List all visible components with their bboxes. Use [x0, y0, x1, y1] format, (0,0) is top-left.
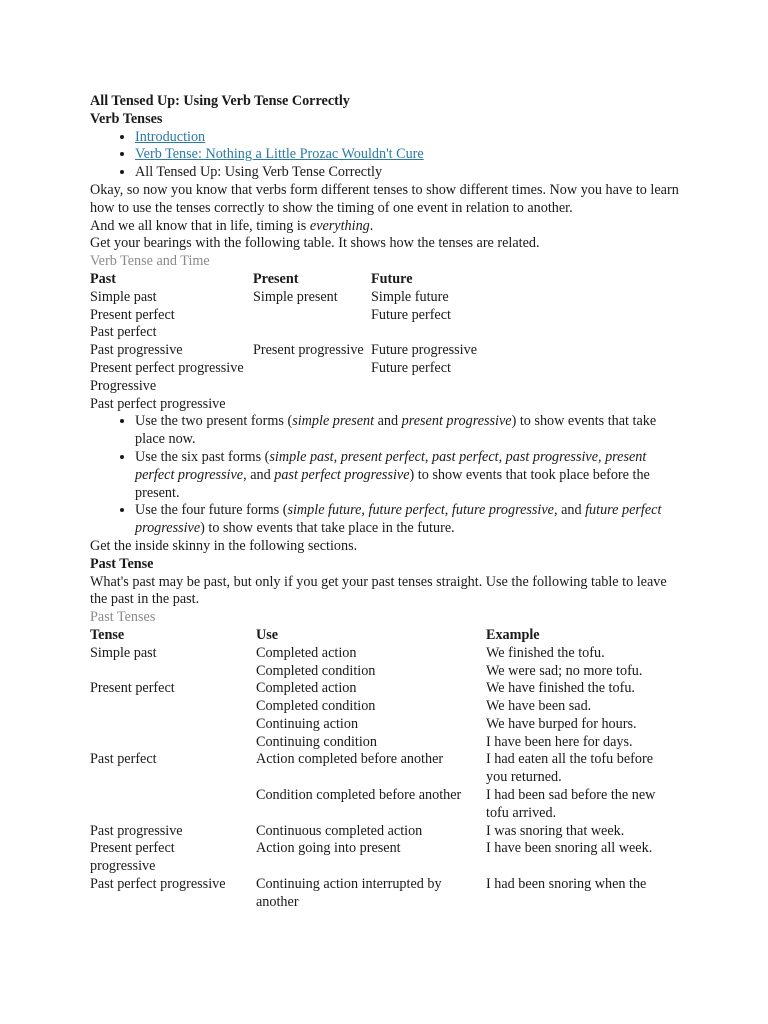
table-cell: Condition completed before another: [256, 787, 462, 804]
nav-link-verb-tense[interactable]: Verb Tense: Nothing a Little Prozac Wouldn't Cure: [135, 146, 424, 163]
article-nav: [90, 129, 680, 182]
tense-usage-list: [90, 413, 670, 538]
list-item: [135, 502, 670, 538]
past-tense-paragraph: What's past may be past, but only if you get your past tenses straight. Use the following table to leave the past in the past.: [90, 573, 667, 608]
table-row: [90, 751, 672, 787]
table-cell: Past perfect progressive: [90, 876, 226, 893]
table-cell: We have finished the tofu.: [486, 680, 635, 697]
table-cell: Completed condition: [256, 662, 376, 679]
table-cell: Continuing condition: [256, 733, 377, 750]
table-cell: Present perfect: [90, 680, 175, 697]
table-cell: I had eaten all the tofu before you returned.: [486, 751, 654, 786]
table-cell: We were sad; no more tofu.: [486, 662, 643, 679]
table-cell: Past perfect: [90, 324, 157, 341]
table-row: [90, 307, 511, 325]
bullet-text: and: [374, 413, 402, 430]
table-cell: Continuous completed action: [256, 822, 423, 839]
table-cell: Simple present: [253, 288, 338, 305]
bullet-text: , and: [243, 466, 275, 483]
bearings-paragraph: Get your bearings with the following table. It shows how the tenses are related.: [90, 235, 540, 252]
intro-paragraph: Okay, so now you know that verbs form different tenses to show different times. Now you have to learn how to use the tenses correctly to show the timing of one event in relation to another.: [90, 181, 679, 216]
table-cell: [90, 734, 256, 752]
table-cell: Completed action: [256, 644, 357, 661]
table-row: [90, 787, 672, 823]
bullet-text: Use the six past forms (: [135, 448, 270, 465]
bullet-text: , and: [553, 502, 586, 519]
table-cell: Progressive: [90, 377, 157, 394]
header-past: Past: [90, 270, 117, 287]
table-header-row: [90, 627, 672, 645]
table-cell: Present perfect: [90, 306, 175, 323]
table-row: [90, 378, 511, 396]
document-page: [90, 93, 680, 912]
header-example: Example: [486, 626, 540, 643]
table-cell: We have been sad.: [486, 698, 592, 715]
table-cell: [371, 396, 511, 414]
table-cell: I have been snoring all week.: [486, 840, 653, 857]
table-row: [90, 663, 672, 681]
table-row: [90, 324, 511, 342]
table-cell: Past perfect progressive: [90, 395, 226, 412]
table-row: [90, 342, 511, 360]
table-cell: [371, 324, 511, 342]
table-cell: Completed condition: [256, 698, 376, 715]
table-cell: [371, 378, 511, 396]
table-cell: Simple future: [371, 288, 449, 305]
table-cell: Simple past: [90, 288, 157, 305]
bullet-emphasis: simple present: [292, 413, 375, 430]
table-row: [90, 734, 672, 752]
nav-link-introduction[interactable]: Introduction: [135, 128, 206, 145]
timing-text-b: .: [369, 217, 374, 234]
table-row: [90, 876, 672, 912]
bullet-emphasis: future perfect progressive: [135, 502, 662, 537]
table-cell: [253, 378, 371, 396]
bullet-text: Use the four future forms (: [135, 502, 288, 519]
table-cell: I was snoring that week.: [486, 822, 625, 839]
table-cell: Future perfect: [371, 306, 451, 323]
table-row: [90, 360, 511, 378]
table-cell: [90, 663, 256, 681]
table-cell: Completed action: [256, 680, 357, 697]
table-row: [90, 716, 672, 734]
table-row: [90, 680, 672, 698]
bullet-text: ) to show events that take place now.: [135, 413, 657, 448]
table-row: [90, 396, 511, 414]
bullet-text: ) to show events that take place in the future.: [200, 520, 455, 537]
table-cell: [253, 396, 371, 414]
table-header-row: [90, 271, 511, 289]
table-cell: We finished the tofu.: [486, 644, 605, 661]
section-label: Verb Tenses: [90, 110, 163, 127]
table-cell: Past progressive: [90, 822, 183, 839]
timing-text-a: And we all know that in life, timing is: [90, 217, 310, 234]
table-cell: We have burped for hours.: [486, 715, 637, 732]
nav-item-current-page: • All Tensed Up: Using Verb Tense Correctly: [135, 164, 680, 182]
table-cell: Action going into present: [256, 840, 401, 857]
table-cell: Continuing action: [256, 715, 359, 732]
table-cell: Continuing action interrupted by another: [256, 876, 442, 910]
document-title: All Tensed Up: Using Verb Tense Correctly: [90, 93, 350, 109]
table-cell: Past progressive: [90, 342, 183, 359]
table-row: [90, 840, 672, 876]
table-cell: Action completed before another: [256, 751, 444, 768]
table-row: [90, 698, 672, 716]
table-cell: [253, 307, 371, 325]
table-cell: Simple past: [90, 644, 157, 661]
table-cell: I had been sad before the new tofu arrived.: [486, 787, 656, 821]
table-cell: Present progressive: [253, 342, 364, 359]
table-row: [90, 823, 672, 841]
bullet-text: Use the two present forms (: [135, 413, 293, 430]
bullet-text: ) to show events that took place before the present.: [135, 466, 650, 501]
table-cell: Present perfect progressive: [90, 840, 175, 875]
table-cell: [90, 787, 256, 823]
timing-emphasis: everything: [309, 217, 370, 234]
header-present: Present: [253, 270, 299, 287]
past-tense-heading: Past Tense: [90, 555, 154, 572]
table-cell: [90, 716, 256, 734]
table-cell: Present perfect progressive: [90, 359, 244, 376]
table-row: [90, 645, 672, 663]
bullet-emphasis: past perfect progressive: [274, 466, 410, 483]
verb-tense-table: [90, 271, 511, 413]
list-item: [135, 449, 670, 502]
table-row: [90, 289, 511, 307]
table-cell: [90, 698, 256, 716]
timing-paragraph: [90, 218, 680, 236]
header-tense: Tense: [90, 626, 125, 643]
tense-table-caption: Verb Tense and Time: [90, 253, 210, 270]
table-cell: Past perfect: [90, 751, 157, 768]
table-cell: [253, 324, 371, 342]
header-future: Future: [371, 270, 413, 287]
table-cell: I had been snoring when the: [486, 876, 647, 893]
bullet-emphasis: simple future, future perfect, future progressive: [287, 502, 554, 519]
nav-item-introduction: [135, 129, 680, 147]
past-table-caption: Past Tenses: [90, 609, 156, 626]
table-cell: Future progressive: [371, 342, 477, 359]
nav-item-verb-tense: [135, 146, 680, 164]
past-tenses-table: [90, 627, 672, 912]
list-item: [135, 413, 670, 449]
bullet-emphasis: simple past, present perfect, past perfect, past progressive, present perfect progressive: [135, 448, 647, 483]
table-cell: Future perfect: [371, 359, 451, 376]
sections-note: Get the inside skinny in the following sections.: [90, 537, 358, 554]
header-use: Use: [256, 626, 279, 643]
table-cell: I have been here for days.: [486, 733, 633, 750]
bullet-emphasis: present progressive: [401, 413, 512, 430]
